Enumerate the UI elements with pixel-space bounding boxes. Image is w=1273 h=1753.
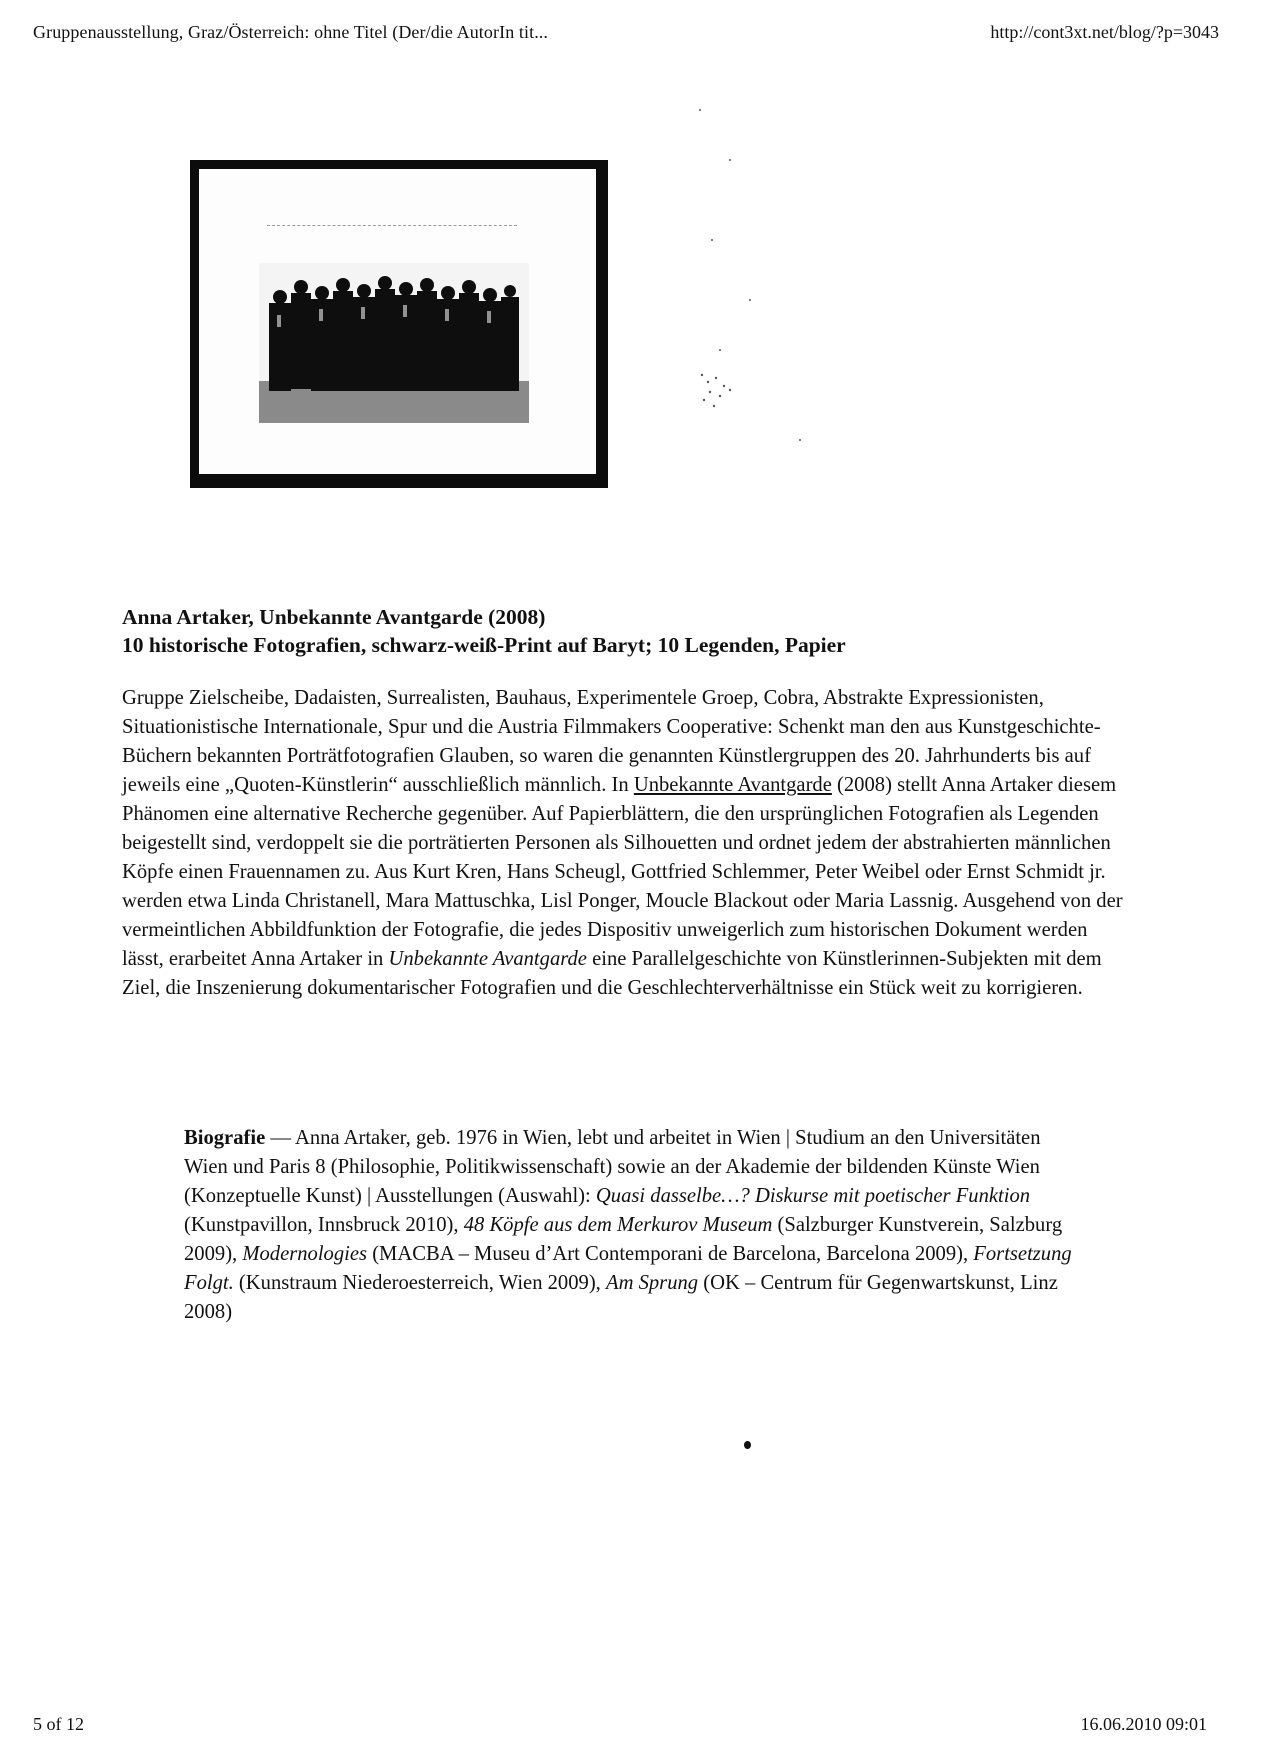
artwork-caption xyxy=(122,603,1172,659)
exhibition-title: Quasi dasselbe…? Diskurse mit poetischer Funktion xyxy=(595,1185,1031,1207)
photo-caption-strip xyxy=(267,225,517,228)
body-artwork-title: Unbekannte Avantgarde xyxy=(388,948,587,970)
page-header-title: Gruppenausstellung, Graz/Österreich: ohne Titel (Der/die AutorIn tit... xyxy=(33,22,548,42)
biography-intro: — Anna Artaker, geb. 1976 in Wien, lebt und arbeitet in Wien | Studium an den Universitäten Wien und Paris 8 (Philosophie, Politikwissenschaft) sowie an der Akademie der bildenden Künste Wien (Konzeptuelle Kunst) | Ausstellungen (Auswahl): xyxy=(184,1127,1041,1207)
biography-label: Biografie xyxy=(184,1127,266,1149)
group-photo-figures xyxy=(259,263,529,423)
exhibition-title: Modernologies xyxy=(242,1243,368,1265)
page-number: 5 of 12 xyxy=(33,1714,84,1734)
exhibition-info: (Salzburger Kunstverein, Salzburg 2009), xyxy=(184,1214,1063,1265)
exhibition-title: Fortsetzung Folgt. xyxy=(184,1243,1072,1294)
artwork-link[interactable]: Unbekannte Avantgarde xyxy=(633,774,832,796)
biography-section xyxy=(184,1124,1084,1327)
caption-artist-title: Anna Artaker, Unbekannte Avantgarde (2008) xyxy=(122,605,546,629)
body-text-part2: (2008) stellt Anna Artaker diesem Phänomen eine alternative Recherche gegenüber. Auf Papierblättern, die den ursprünglichen Fotografien als Legenden beigestellt sind, verdoppelt sie die porträtierten Personen als Silhouetten und ordnet jedem der abstrahierten männlichen Köpfe einen Frauennamen zu. Aus Kurt Kren, Hans Scheugl, Gottfried Schlemmer, Peter Weibel oder Ernst Schmidt jr. werden etwa Linda Christanell, Mara Mattuschka, Lisl Ponger, Moucle Blackout oder Maria Lassnig. Ausgehend von der vermeintlichen Abbildfunktion der Fotografie, die jedes Dispositiv unweigerlich zum historischen Dokument werden lässt, erarbeitet Anna Artaker in xyxy=(122,774,1123,970)
body-paragraph xyxy=(122,684,1132,1003)
print-datetime: 16.06.2010 09:01 xyxy=(1080,1714,1207,1734)
body-text-part3: eine Parallelgeschichte von Künstlerinnen-Subjekten mit dem Ziel, die Inszenierung dokumentarischer Fotografien und die Geschlechterverhältnisse ein Stück weit zu korrigieren. xyxy=(122,948,1102,999)
exhibition-info: (Kunstpavillon, Innsbruck 2010), xyxy=(184,1214,464,1236)
artwork-image xyxy=(190,160,608,488)
exhibition-title: 48 Köpfe aus dem Merkurov Museum xyxy=(463,1214,773,1236)
page-header-url[interactable]: http://cont3xt.net/blog/?p=3043 xyxy=(990,22,1219,42)
scan-noise xyxy=(690,100,850,500)
exhibition-info: (OK – Centrum für Gegenwartskunst, Linz 2008) xyxy=(184,1272,1058,1323)
caption-medium: 10 historische Fotografien, schwarz-weiß-Print auf Baryt; 10 Legenden, Papier xyxy=(122,633,846,657)
scan-artifact-dot xyxy=(744,1441,751,1449)
body-text-part1: Gruppe Zielscheibe, Dadaisten, Surrealisten, Bauhaus, Experimentele Groep, Cobra, Abstrakte Expressionisten, Situationistische Internationale, Spur und die Austria Filmmakers Cooperative: Schenkt man den aus Kunstgeschichte-Büchern bekannten Porträtfotografien Glauben, so waren die genannten Künstlergruppen des 20. Jahrhunderts bis auf jeweils eine „Quoten-Künstlerin“ ausschließlich männlich. In xyxy=(122,687,1101,796)
exhibition-info: (MACBA – Museu d’Art Contemporani de Barcelona, Barcelona 2009), xyxy=(367,1243,974,1265)
exhibition-title: Am Sprung xyxy=(605,1272,699,1294)
exhibition-info: (Kunstraum Niederoesterreich, Wien 2009), xyxy=(233,1272,606,1294)
